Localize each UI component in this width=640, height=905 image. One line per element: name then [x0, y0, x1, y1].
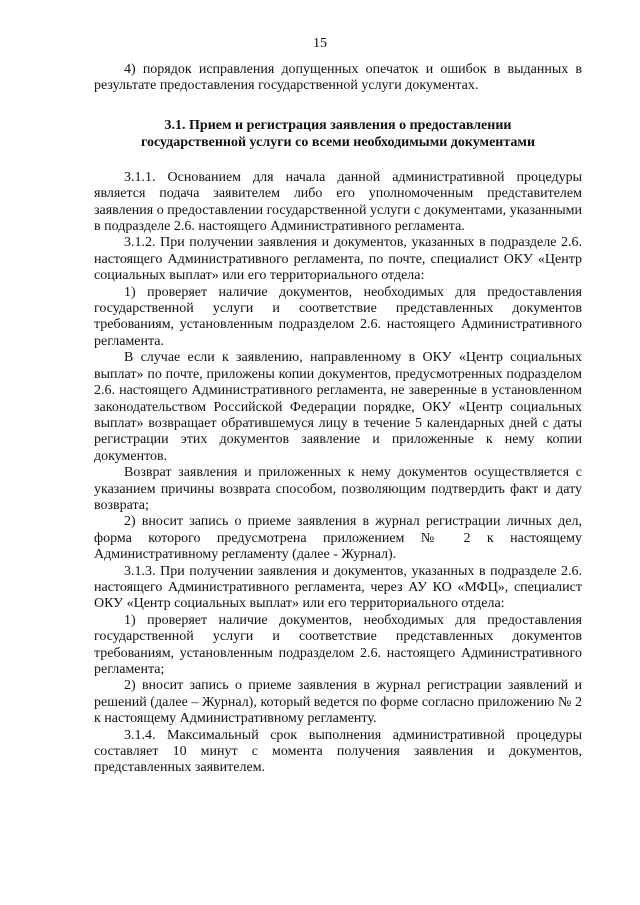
- document-body: [94, 62, 582, 777]
- paragraph-item-2-journal-mfc: 2) вносит запись о приеме заявления в журнал регистрации заявлений и решений (далее – Журнал), который ведется по форме согласно приложению № 2 к настоящему Административному регламенту.: [94, 678, 582, 727]
- paragraph-copies-return: В случае если к заявлению, направленному в ОКУ «Центр социальных выплат» по почте, приложены копии документов, предусмотренных подразделом 2.6. настоящего Административного регламента, не заверенные в установленном законодательством Российской Федерации порядке, ОКУ «Центр социальных выплат» возвращает обратившемуся лицу в течение 5 календарных дней с даты регистрации этих документов заявление и приложенные к нему копии документов.: [94, 350, 582, 464]
- paragraph-item-1-check: 1) проверяет наличие документов, необходимых для предоставления государственной услуги и соответствие представленных документов требованиям, установленным подразделом 2.6. настоящего Административного регламента.: [94, 284, 582, 349]
- paragraph-3-1-1: 3.1.1. Основанием для начала данной административной процедуры является подача заявителем либо его уполномоченным представителем заявления о предоставлении государственной услуги с документами, указанными в подразделе 2.6. настоящего Административного регламента.: [94, 169, 582, 235]
- paragraph-item-2-journal: 2) вносит запись о приеме заявления в журнал регистрации личных дел, форма которого предусмотрена приложением № 2 к настоящему Административному регламенту (далее - Журнал).: [94, 514, 582, 563]
- paragraph-item-1-check-mfc: 1) проверяет наличие документов, необходимых для предоставления государственной услуги и соответствие представленных документов требованиям, установленным подразделом 2.6. настоящего Административного регламента;: [94, 612, 582, 677]
- page-number: 15: [313, 36, 327, 51]
- paragraph-3-1-4: 3.1.4. Максимальный срок выполнения административной процедуры составляет 10 минут с момента получения заявления и документов, представленных заявителем.: [94, 727, 582, 776]
- section-heading: 3.1. Прием и регистрация заявления о предоставлении государственной услуги со всеми необходимыми документами: [140, 117, 536, 150]
- intro-paragraph: 4) порядок исправления допущенных опечаток и ошибок в выданных в результате предоставления государственной услуги документах.: [94, 62, 582, 94]
- paragraph-return-method: Возврат заявления и приложенных к нему документов осуществляется с указанием причины возврата способом, позволяющим подтвердить факт и дату возврата;: [94, 465, 582, 513]
- paragraph-3-1-2: 3.1.2. При получении заявления и документов, указанных в подразделе 2.6. настоящего Административного регламента, по почте, специалист ОКУ «Центр социальных выплат» или его территориального отдела:: [94, 235, 582, 284]
- paragraph-3-1-3: 3.1.3. При получении заявления и документов, указанных в подразделе 2.6. настоящего Административного регламента, через АУ КО «МФЦ», специалист ОКУ «Центр социальных выплат» или его территориального отдела:: [94, 563, 582, 612]
